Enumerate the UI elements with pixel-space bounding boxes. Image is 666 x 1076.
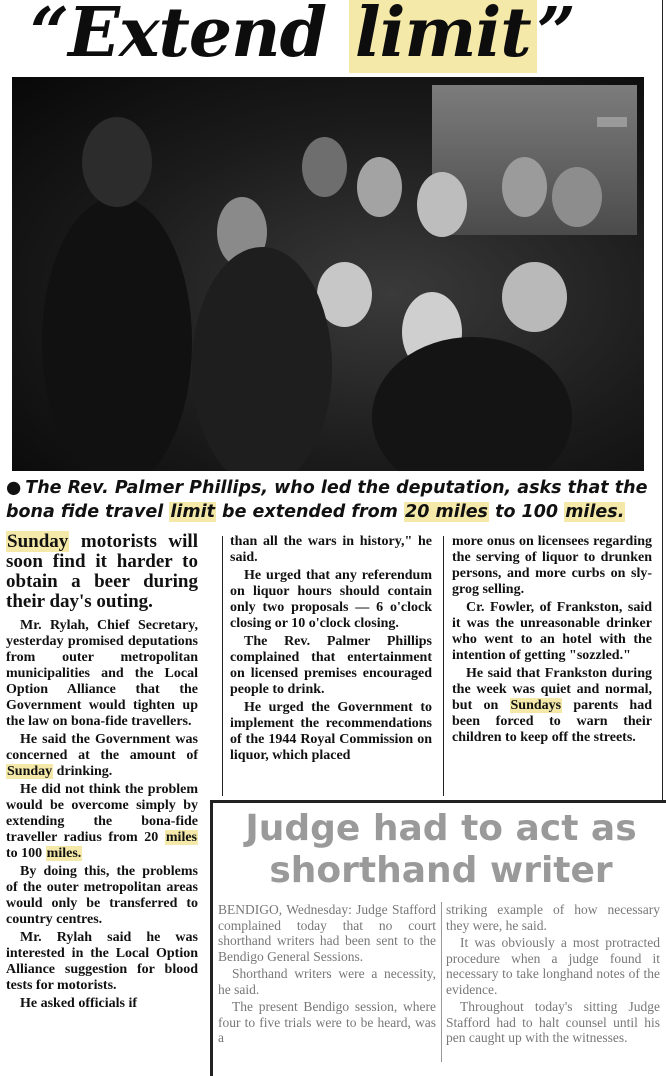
frame-rule — [662, 0, 663, 800]
caption-highlight: limit — [170, 502, 215, 522]
column-rule — [222, 536, 223, 796]
photo-caption — [6, 476, 656, 524]
text: He did not think the problem would be overcome simply by extending the bona-fide traveller radius from 20 — [6, 782, 198, 845]
text: parents had been forced to warn their children to keep off the streets. — [452, 698, 652, 745]
paragraph: The present Bendigo session, where four to five trials were to be heard, was a — [218, 999, 436, 1045]
photo-face — [302, 137, 347, 197]
photo-fixture — [597, 117, 627, 127]
text: He said the Government was concerned at the amount of — [6, 732, 198, 763]
paragraph: striking example of how necessary they were, he said. — [446, 902, 660, 933]
paragraph: By doing this, the problems of the outer metropolitan areas would only be transferred to country centres. — [6, 864, 198, 927]
text: He said that Frankston during the week was quiet and normal, but on — [452, 666, 652, 713]
highlight: Sunday — [7, 531, 69, 552]
deputation-photo — [12, 77, 644, 471]
photo-face — [357, 157, 402, 217]
headline-open: “Extend — [30, 0, 349, 73]
paragraph — [6, 732, 198, 780]
headline-highlight: limit — [349, 0, 537, 73]
caption-text: to 100 — [488, 502, 565, 522]
paragraph: more onus on licensees regarding the serving of liquor to drunken persons, and more curbs on sly-grog selling. — [452, 534, 652, 597]
highlight: Sundays — [510, 698, 562, 713]
text: drinking. — [53, 764, 113, 779]
judge-column-right — [446, 902, 660, 1048]
judge-headline: Judge had to act as shorthand writer — [245, 808, 637, 891]
highlight: Sunday — [7, 764, 53, 779]
article-column-3 — [452, 534, 652, 748]
text: to 100 — [6, 846, 46, 861]
paragraph: than all the wars in history," he said. — [230, 534, 432, 565]
paragraph: BENDIGO, Wednesday: Judge Stafford complained today that no court shorthand writers had been sent to the Bendigo General Sessions. — [218, 902, 436, 964]
text: motorists will soon find it harder to obtain a beer during their day's outing. — [6, 531, 198, 612]
caption-text: be extended from — [215, 502, 405, 522]
caption-highlight: miles. — [565, 502, 625, 522]
photo-face — [502, 262, 567, 332]
photo-figure — [192, 247, 332, 471]
lead-paragraph — [6, 532, 198, 612]
paragraph: He urged that any referendum on liquor hours should contain only two proposals — 6 o'clock closing or 10 o'clock closing. — [230, 568, 432, 631]
paragraph: Throughout today's sitting Judge Stafford had to halt counsel until his pen caught up with the witnesses. — [446, 999, 660, 1045]
judge-column-left — [218, 902, 436, 1048]
article-column-2 — [230, 534, 432, 766]
article-column-1 — [6, 532, 198, 1014]
paragraph: The Rev. Palmer Phillips complained that entertainment on licensed premises encouraged people to drink. — [230, 634, 432, 697]
photo-face — [417, 172, 467, 237]
paragraph: He asked officials if — [20, 996, 138, 1011]
paragraph — [452, 666, 652, 746]
column-rule — [443, 536, 444, 796]
photo-figure — [42, 197, 192, 471]
photo-figure — [82, 117, 152, 207]
paragraph: Shorthand writers were a necessity, he said. — [218, 966, 436, 997]
bullet-icon: ● — [6, 478, 22, 498]
paragraph: He urged the Government to implement the recommendations of the 1944 Royal Commission on liquor, which placed — [230, 700, 432, 763]
paragraph: Mr. Rylah, Chief Secretary, yesterday promised deputations from outer metropolitan municipalities and the Local Option Alliance that the Government would tighten up the law on bona-fide travellers. — [6, 618, 198, 729]
caption-highlight: 20 miles — [405, 502, 488, 522]
photo-face — [552, 167, 602, 227]
photo-face — [502, 157, 547, 217]
paragraph — [6, 782, 198, 862]
paragraph: Cr. Fowler, of Frankston, said it was the unreasonable drinker who went to an hotel with the intention of getting "sozzled." — [452, 600, 652, 663]
headline-close: ” — [536, 0, 575, 73]
caption-text: The Rev. Palmer Phillips, who led the deputation, asks that the bona fide travel — [6, 478, 648, 522]
highlight: miles — [165, 830, 197, 845]
highlight: miles. — [46, 846, 82, 861]
paragraph: It was obviously a most protracted procedure when a judge found it necessary to take longhand notes of the evidence. — [446, 935, 660, 997]
headline — [30, 0, 666, 72]
column-rule — [441, 902, 442, 1062]
paragraph: Mr. Rylah said he was interested in the Local Option Alliance suggestion for blood tests for motorists. — [6, 930, 198, 993]
photo-figure — [372, 337, 572, 471]
